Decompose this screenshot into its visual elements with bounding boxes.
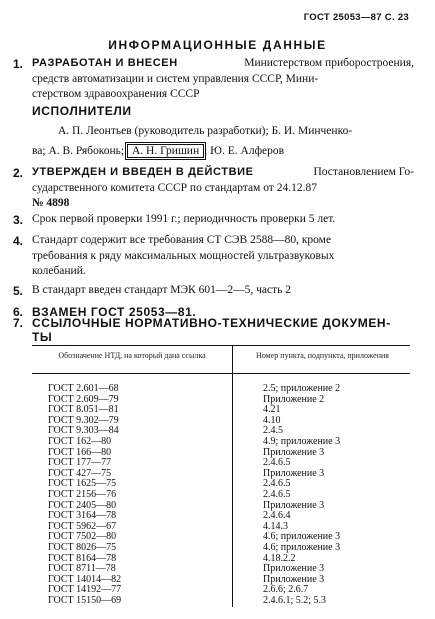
table-header-clause: Номер пункта, подпункта, приложения — [256, 351, 389, 360]
table-row-designation: ГОСТ 2.609—79 — [48, 393, 119, 405]
table-row-clause: 4.6; приложение 3 — [263, 531, 341, 543]
item-4 — [32, 233, 414, 280]
item-4-line-2: требования к ряду максимальных мощностей ультразвуковых — [32, 249, 335, 262]
item-6-text: ВЗАМЕН ГОСТ 25053—81. — [32, 305, 197, 319]
table-column-separator — [232, 345, 233, 607]
executors-line-2-start: ва; А. В. Рябоконь; — [32, 145, 125, 157]
table-row-designation: ГОСТ 5962—67 — [48, 520, 117, 532]
table-row-designation: ГОСТ 162—80 — [48, 436, 112, 447]
item-2-line-1: Постановлением Го- — [313, 166, 414, 178]
table-row-clause: 2.4.6.5 — [263, 478, 291, 490]
table-row-clause: 4.21 — [263, 404, 281, 416]
table-row-designation: ГОСТ 3164—78 — [48, 510, 117, 522]
executors-line-1: А. П. Леонтьев (руководитель разработки); Б. И. Минченко- — [58, 125, 353, 137]
table-row-clause: Приложение 3 — [263, 563, 325, 575]
item-7-line-1: ССЫЛОЧНЫЕ НОРМАТИВНО-ТЕХНИЧЕСКИЕ ДОКУМЕН- — [32, 316, 391, 330]
item-2-lead: УТВЕРЖДЕН И ВВЕДЕН В ДЕЙСТВИЕ — [32, 166, 254, 178]
table-row-designation: ГОСТ 9.302—79 — [48, 414, 119, 426]
item-1-line-3: стерством здравоохранения СССР — [32, 88, 200, 100]
item-2-number: 2. — [13, 166, 24, 180]
item-3-text: Срок первой проверки 1991 г.; периодичность проверки 5 лет. — [32, 213, 336, 225]
executors-heading: ИСПОЛНИТЕЛИ — [32, 104, 132, 118]
table-row-clause: 2.4.6.4 — [263, 510, 291, 522]
item-1-number: 1. — [13, 57, 24, 71]
item-4-line-1: Стандарт содержит все требования СТ СЭВ 2588—80, кроме — [32, 234, 332, 246]
table-row-clause: 4.14.3 — [263, 520, 288, 532]
table-top-rule — [32, 345, 410, 346]
table-row-clause: 4.9; приложение 3 — [263, 436, 341, 447]
table-row-clause: 4.18.2.2 — [263, 552, 296, 564]
table-row-designation: ГОСТ 1625—75 — [48, 478, 117, 490]
table-row-designation: ГОСТ 7502—80 — [48, 531, 117, 543]
item-2-line-3: № 4898 — [32, 197, 70, 209]
table-header-designation: Обозначение НТД, на который дана ссылка — [58, 351, 206, 360]
table-row-designation: ГОСТ 2156—76 — [48, 489, 117, 500]
item-3-number: 3. — [13, 213, 24, 227]
table-row-clause: 2.4.6.5 — [263, 457, 291, 469]
executors-line-2-end: ; Ю. Е. Алферов — [204, 145, 285, 157]
item-7 — [32, 316, 391, 344]
table-row-designation: ГОСТ 14192—77 — [48, 584, 122, 596]
table-row-clause: 4.6; приложение 3 — [263, 542, 341, 553]
table-row-clause: Приложение 2 — [263, 393, 325, 405]
table-row-designation: ГОСТ 8.051—81 — [48, 404, 119, 416]
table-header-rule — [32, 373, 410, 374]
item-1 — [32, 56, 414, 103]
item-5-number: 5. — [13, 284, 24, 298]
item-7-number: 7. — [13, 316, 24, 330]
table-row-clause: 2.4.6.5 — [263, 489, 291, 500]
executors-line-2 — [32, 144, 284, 160]
table-row-designation: ГОСТ 8026—75 — [48, 542, 117, 553]
table-row-clause: 2.6.6; 2.6.7 — [263, 584, 309, 596]
table-row-designation: ГОСТ 9.303—84 — [48, 425, 119, 437]
table-row-designation: ГОСТ 14014—82 — [48, 573, 122, 585]
table-row-clause: Приложение 3 — [263, 573, 325, 585]
table-row-designation: ГОСТ 8164—78 — [48, 552, 117, 564]
executor-boxed-name: А. Н. Гришин — [127, 144, 204, 158]
table-row-designation: ГОСТ 177—77 — [48, 457, 112, 469]
item-4-line-3: колебаний. — [32, 265, 86, 277]
item-2 — [32, 165, 414, 212]
item-7-line-2: ТЫ — [32, 330, 53, 344]
table-row-designation: ГОСТ 166—80 — [48, 446, 112, 458]
table-row-clause: 2.4.6.1; 5.2; 5.3 — [263, 595, 327, 606]
table-row-designation: ГОСТ 8711—78 — [48, 563, 116, 575]
table-row-clause: 2.5; приложение 2 — [263, 383, 341, 394]
page-header-ref: ГОСТ 25053—87 С. 23 — [303, 12, 409, 23]
item-1-line-2: средств автоматизации и систем управления СССР, Мини- — [32, 72, 319, 85]
table-row-clause: Приложение 3 — [263, 446, 325, 458]
item-5-text: В стандарт введен стандарт МЭК 601—2—5, часть 2 — [32, 284, 291, 296]
table-row-clause: Приложение 3 — [263, 499, 325, 511]
table-row-clause: Приложение 3 — [263, 467, 325, 479]
table-row-designation: ГОСТ 427—75 — [48, 467, 112, 479]
item-2-line-2: сударственного комитета СССР по стандартам от 24.12.87 — [32, 181, 317, 194]
table-row-clause: 4.10 — [263, 414, 281, 426]
item-4-number: 4. — [13, 234, 24, 248]
table-row-designation: ГОСТ 15150—69 — [48, 595, 122, 606]
item-6-number: 6. — [13, 305, 24, 319]
table-row-clause: 2.4.5 — [263, 425, 283, 437]
table-row-designation: ГОСТ 2405—80 — [48, 499, 117, 511]
page-title: ИНФОРМАЦИОННЫЕ ДАННЫЕ — [108, 38, 327, 52]
item-1-lead: РАЗРАБОТАН И ВНЕСЕН — [32, 57, 178, 69]
item-1-line-1: Министерством приборостроения, — [244, 57, 414, 69]
table-row-designation: ГОСТ 2.601—68 — [48, 383, 119, 394]
